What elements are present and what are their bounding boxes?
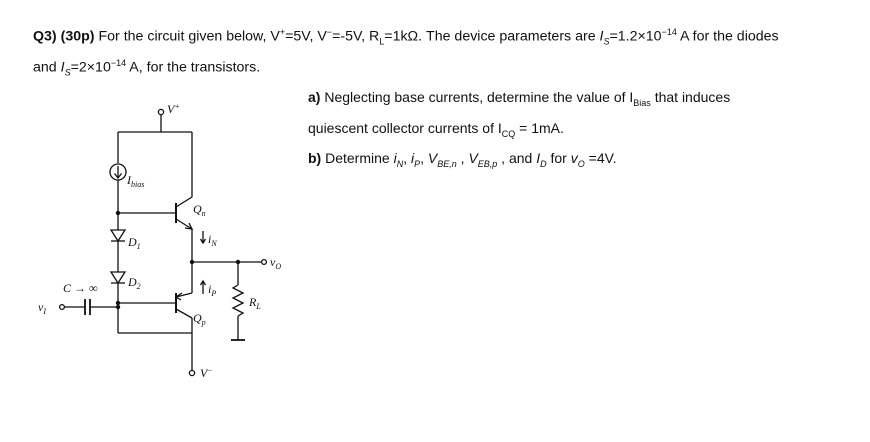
capacitor-label: C → ∞ (63, 281, 98, 295)
vebp-symbol: V (468, 150, 478, 166)
vben-symbol: V (427, 150, 438, 166)
icq-sub: CQ (501, 128, 516, 139)
is-trans-value: =2×10 (70, 59, 111, 76)
is-trans-exp: −14 (110, 58, 127, 68)
in-symbol: i (393, 150, 397, 166)
rl-sub: L (379, 36, 385, 47)
id-sub: D (540, 158, 547, 169)
diode-d2 (111, 272, 125, 283)
vminus-value: =-5V, R (332, 28, 380, 45)
id-symbol: I (536, 150, 541, 166)
d1-label: $D_1$ (128, 235, 141, 251)
ibias-sub: Bias (633, 97, 651, 108)
part-a-text: Neglecting base currents, determine the value of I (324, 89, 634, 105)
node-dot-output (190, 260, 194, 264)
node-dot-qp-base (116, 301, 120, 305)
part-a2-tail: = 1mA. (515, 120, 564, 136)
is-diode-value: =1.2×10 (609, 28, 662, 45)
sep-1: , (403, 150, 411, 166)
vplus-terminal (158, 109, 163, 114)
qp-collector (176, 309, 192, 318)
vben-sub: BE,n (437, 158, 457, 169)
is-trans-tail: A, for the transistors. (126, 59, 261, 76)
intro-text: For the circuit given below, V (98, 28, 280, 45)
rl-label: $R_L$ (249, 295, 261, 311)
vo-label: $v_O$ (270, 255, 282, 271)
qp-label: $Q_p$ (193, 311, 206, 327)
is-trans-sub: S (64, 67, 71, 78)
sep-4: , and (497, 150, 537, 166)
vplus-label: V+ (167, 102, 180, 116)
ip-sub: P (414, 158, 421, 169)
vebp-sub: EB,p (477, 158, 498, 169)
vminus-terminal (189, 370, 194, 375)
vo-sub: O (577, 158, 585, 169)
vminus-label: V− (200, 366, 213, 380)
qn-collector (176, 197, 192, 207)
is-diode-tail: A for the diodes (676, 28, 779, 45)
line2-prefix: and (33, 59, 61, 76)
is-diode-exp: −14 (661, 27, 677, 37)
rl-value: =1kΩ. The device parameters are (384, 28, 600, 45)
part-a2-text: quiescent collector currents of I (308, 120, 502, 136)
question-number: Q3) (33, 28, 57, 45)
resistor-rl (233, 285, 243, 316)
is-trans-symbol: I (60, 59, 65, 76)
part-b-label: b) (308, 150, 322, 166)
vminus-sup: − (326, 27, 333, 37)
d2-label: $D_2$ (128, 275, 141, 291)
vplus-sup: + (279, 27, 286, 37)
part-a-tail: that induces (650, 89, 731, 105)
part-b-tail: =4V. (584, 150, 617, 166)
ibias-label: $I_{bias}$ (127, 173, 145, 189)
vi-label: $v_I$ (38, 300, 46, 316)
node-dot-rl (236, 260, 240, 264)
vi-terminal (60, 305, 65, 310)
part-a-label: a) (308, 89, 321, 105)
question-points: (30p) (60, 28, 95, 45)
diode-d1 (111, 230, 125, 241)
is-diode-sub: S (603, 36, 610, 47)
vplus-value: =5V, V (285, 28, 327, 45)
sep-3: , (456, 150, 469, 166)
in-label: $i_N$ (208, 232, 217, 248)
qn-label: $Q_n$ (193, 202, 206, 218)
vo-terminal (262, 260, 267, 265)
is-diode-symbol: I (599, 28, 604, 45)
node-dot-cap (116, 305, 120, 309)
vo-symbol: v (570, 150, 578, 166)
ip-label: $i_P$ (208, 282, 217, 298)
in-sub: N (396, 158, 404, 169)
for-text: for (546, 150, 571, 166)
node-dot-qn-base (116, 211, 120, 215)
part-b-text: Determine (325, 150, 394, 166)
ip-symbol: i (410, 150, 415, 166)
sep-2: , (420, 150, 428, 166)
